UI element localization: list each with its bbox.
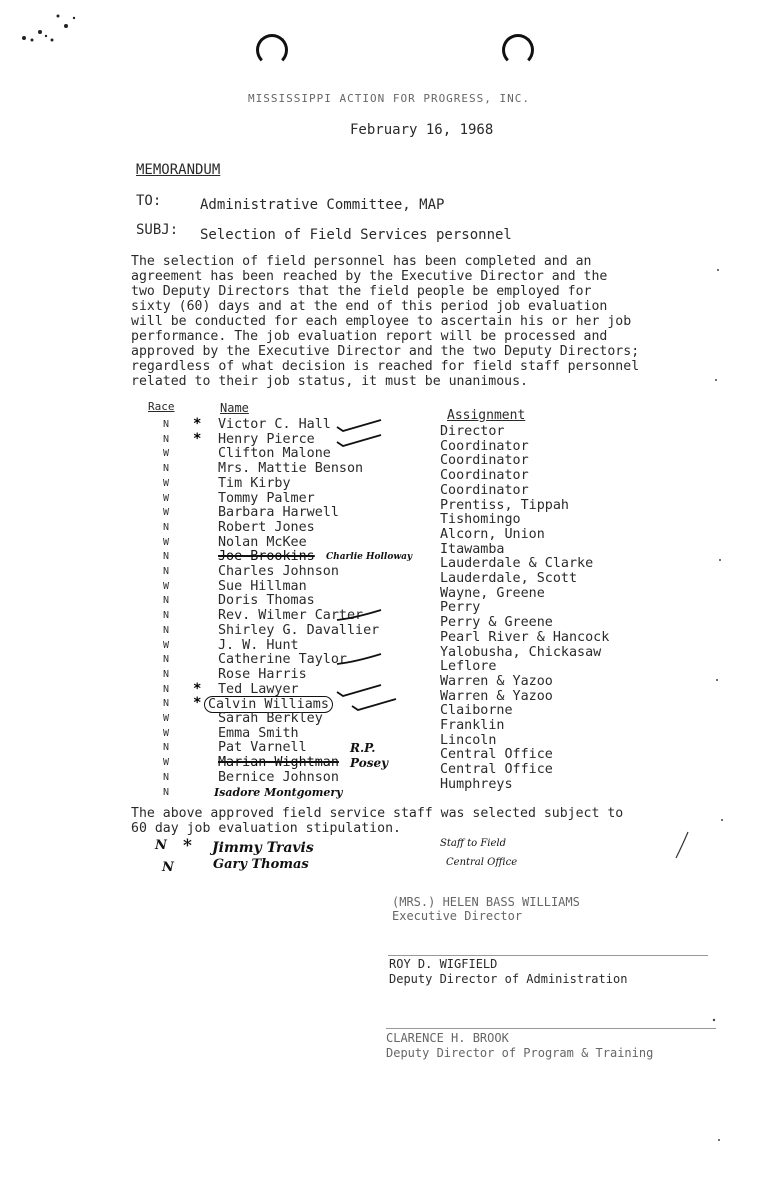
- assignment-cell: Yalobusha, Chickasaw: [440, 645, 602, 660]
- table-row: [0, 461, 763, 483]
- name-cell: Rose Harris: [218, 667, 307, 682]
- org-header: MISSISSIPPI ACTION FOR PROGRESS, INC.: [248, 92, 531, 105]
- race-cell: N: [163, 684, 170, 695]
- name-cell: Barbara Harwell: [218, 505, 339, 520]
- race-cell: W: [163, 448, 170, 459]
- name-cell: Sue Hillman: [218, 579, 307, 594]
- table-row: [0, 740, 763, 762]
- subj-value: Selection of Field Services personnel: [200, 227, 512, 243]
- name-header: Name: [220, 401, 249, 415]
- pen-stroke-icon: [335, 608, 385, 624]
- table-row: [0, 623, 763, 645]
- race-cell: N: [163, 654, 170, 665]
- race-cell: W: [163, 640, 170, 651]
- handwritten-note: Charlie Holloway: [326, 552, 413, 562]
- race-cell: N: [163, 610, 170, 621]
- body-line: The selection of field personnel has been completed and an: [131, 254, 592, 269]
- assignment-cell: Perry: [440, 600, 481, 615]
- table-row: [0, 681, 763, 704]
- signature-title-admin: Deputy Director of Administration: [389, 972, 628, 986]
- name-cell: Catherine Taylor: [218, 652, 347, 667]
- race-cell: N: [163, 463, 170, 474]
- assignment-cell: Coordinator: [440, 468, 529, 483]
- handwritten-note: Posey: [350, 756, 389, 770]
- name-cell: Emma Smith: [218, 726, 299, 741]
- closing-line-2: 60 day job evaluation stipulation.: [131, 821, 401, 836]
- assignment-cell: Franklin: [440, 718, 505, 733]
- race-cell: N: [163, 742, 170, 753]
- addition-star: *: [183, 836, 192, 856]
- assignment-cell: Warren & Yazoo: [440, 674, 553, 689]
- table-row: [0, 520, 763, 542]
- addition-race: N: [155, 838, 167, 853]
- assignment-cell: Pearl River & Hancock: [440, 630, 610, 645]
- race-cell: N: [163, 434, 170, 445]
- addition-note: Central Office: [446, 857, 518, 868]
- assignment-cell: Lincoln: [440, 733, 497, 748]
- assignment-cell: Director: [440, 424, 505, 439]
- name-cell: Isadore Montgomery: [214, 786, 343, 799]
- star-mark: *: [193, 416, 202, 432]
- assignment-cell: Humphreys: [440, 777, 513, 792]
- body-line: will be conducted for each employee to ascertain his or her job: [131, 314, 632, 329]
- table-row: [0, 549, 763, 571]
- assignment-cell: Coordinator: [440, 439, 529, 454]
- table-row: [0, 711, 763, 733]
- race-cell: W: [163, 757, 170, 768]
- signature-rule: [388, 955, 708, 956]
- assignment-cell: Central Office: [440, 747, 553, 762]
- assignment-cell: Warren & Yazoo: [440, 689, 553, 704]
- race-cell: W: [163, 537, 170, 548]
- race-cell: N: [163, 522, 170, 533]
- assignment-cell: Perry & Greene: [440, 615, 553, 630]
- table-row: [0, 416, 763, 439]
- stray-mark-icon: [670, 828, 694, 868]
- star-mark: *: [193, 681, 202, 697]
- signature-title-program: Deputy Director of Program & Training: [386, 1046, 654, 1060]
- race-header: Race: [148, 400, 175, 413]
- name-cell: Joe Brookins: [218, 549, 315, 564]
- assignment-cell: Central Office: [440, 762, 553, 777]
- edge-specks-decoration: [708, 260, 738, 1160]
- race-cell: N: [163, 551, 170, 562]
- name-cell: Shirley G. Davallier: [218, 623, 380, 638]
- assignment-cell: Prentiss, Tippah: [440, 498, 569, 513]
- table-row: [0, 652, 763, 674]
- to-value: Administrative Committee, MAP: [200, 197, 445, 213]
- table-row: [0, 608, 763, 630]
- name-cell: Marian Wightman: [218, 755, 339, 770]
- assignment-cell: Alcorn, Union: [440, 527, 545, 542]
- assignment-cell: Lauderdale & Clarke: [440, 556, 594, 571]
- race-cell: W: [163, 478, 170, 489]
- name-cell: Clifton Malone: [218, 446, 331, 461]
- table-row: [0, 695, 763, 718]
- check-mark-icon: [350, 696, 400, 712]
- name-cell: Henry Pierce: [218, 432, 315, 447]
- table-row: [0, 446, 763, 468]
- assignment-cell: Tishomingo: [440, 512, 521, 527]
- star-mark: *: [193, 431, 202, 447]
- assignment-cell: Leflore: [440, 659, 497, 674]
- addition-note: Staff to Field: [440, 838, 506, 849]
- addition-name: Gary Thomas: [213, 857, 309, 872]
- assignment-cell: Wayne, Greene: [440, 586, 545, 601]
- name-cell: Mrs. Mattie Benson: [218, 461, 364, 476]
- body-line: sixty (60) days and at the end of this period job evaluation: [131, 299, 608, 314]
- race-cell: N: [163, 625, 170, 636]
- table-row: [0, 755, 763, 777]
- memo-date: February 16, 1968: [350, 122, 494, 138]
- name-cell: Doris Thomas: [218, 593, 315, 608]
- signature-name-exec: (MRS.) HELEN BASS WILLIAMS: [392, 895, 580, 909]
- race-cell: N: [163, 772, 170, 783]
- race-cell: N: [163, 595, 170, 606]
- closing-line-1: The above approved field service staff was selected subject to: [131, 806, 624, 821]
- table-row: [0, 505, 763, 527]
- pen-stroke-icon: [335, 652, 385, 668]
- assignment-cell: Lauderdale, Scott: [440, 571, 578, 586]
- name-cell: Pat Varnell: [218, 740, 307, 755]
- signature-name-admin: ROY D. WIGFIELD: [389, 957, 498, 971]
- punch-hole-right: [502, 34, 534, 66]
- name-cell: Robert Jones: [218, 520, 315, 535]
- name-cell: J. W. Hunt: [218, 638, 299, 653]
- table-row: [0, 667, 763, 689]
- name-cell: Victor C. Hall: [218, 417, 331, 432]
- signature-rule: [386, 1028, 716, 1029]
- body-line: related to their job status, it must be unanimous.: [131, 374, 528, 389]
- addition-race: N: [162, 860, 174, 875]
- name-cell: Ted Lawyer: [218, 682, 299, 697]
- body-line: two Deputy Directors that the field people be employed for: [131, 284, 592, 299]
- table-row: [0, 564, 763, 586]
- signature-name-program: CLARENCE H. BROOK: [386, 1031, 509, 1045]
- specks-decoration: [14, 10, 84, 50]
- memo-label: MEMORANDUM: [136, 162, 221, 178]
- punch-hole-left: [256, 34, 288, 66]
- assignment-cell: Itawamba: [440, 542, 505, 557]
- race-cell: N: [163, 566, 170, 577]
- signature-title-exec: Executive Director: [392, 909, 523, 923]
- table-row: [0, 770, 763, 792]
- name-cell: Rev. Wilmer Carter: [218, 608, 364, 623]
- to-label: TO:: [136, 193, 162, 209]
- name-cell: Tommy Palmer: [218, 491, 315, 506]
- addition-name: Jimmy Travis: [212, 840, 314, 856]
- table-row: [0, 593, 763, 615]
- race-cell: N: [163, 419, 170, 430]
- race-cell: N: [163, 787, 170, 798]
- name-cell: Nolan McKee: [218, 535, 307, 550]
- body-line: performance. The job evaluation report will be processed and: [131, 329, 608, 344]
- race-cell: W: [163, 713, 170, 724]
- name-cell: Tim Kirby: [218, 476, 291, 491]
- table-row: [0, 476, 763, 498]
- race-cell: N: [163, 669, 170, 680]
- name-cell: Calvin Williams: [204, 696, 333, 713]
- subj-label: SUBJ:: [136, 222, 179, 238]
- race-cell: N: [163, 698, 170, 709]
- handwritten-note: R.P.: [350, 741, 376, 755]
- race-cell: W: [163, 493, 170, 504]
- race-cell: W: [163, 581, 170, 592]
- race-cell: W: [163, 507, 170, 518]
- body-line: regardless of what decision is reached for field staff personnel: [131, 359, 640, 374]
- assignment-cell: Coordinator: [440, 483, 529, 498]
- assignment-cell: Claiborne: [440, 703, 513, 718]
- table-row: [0, 785, 763, 800]
- name-cell: Bernice Johnson: [218, 770, 339, 785]
- check-mark-icon: [335, 417, 385, 433]
- body-line: agreement has been reached by the Executive Director and the: [131, 269, 608, 284]
- body-line: approved by the Executive Director and the two Deputy Directors;: [131, 344, 640, 359]
- assignment-cell: Coordinator: [440, 453, 529, 468]
- name-cell: Charles Johnson: [218, 564, 339, 579]
- star-mark: *: [193, 695, 202, 711]
- race-cell: W: [163, 728, 170, 739]
- name-cell: Sarah Berkley: [218, 711, 323, 726]
- assignment-header: Assignment: [447, 408, 526, 423]
